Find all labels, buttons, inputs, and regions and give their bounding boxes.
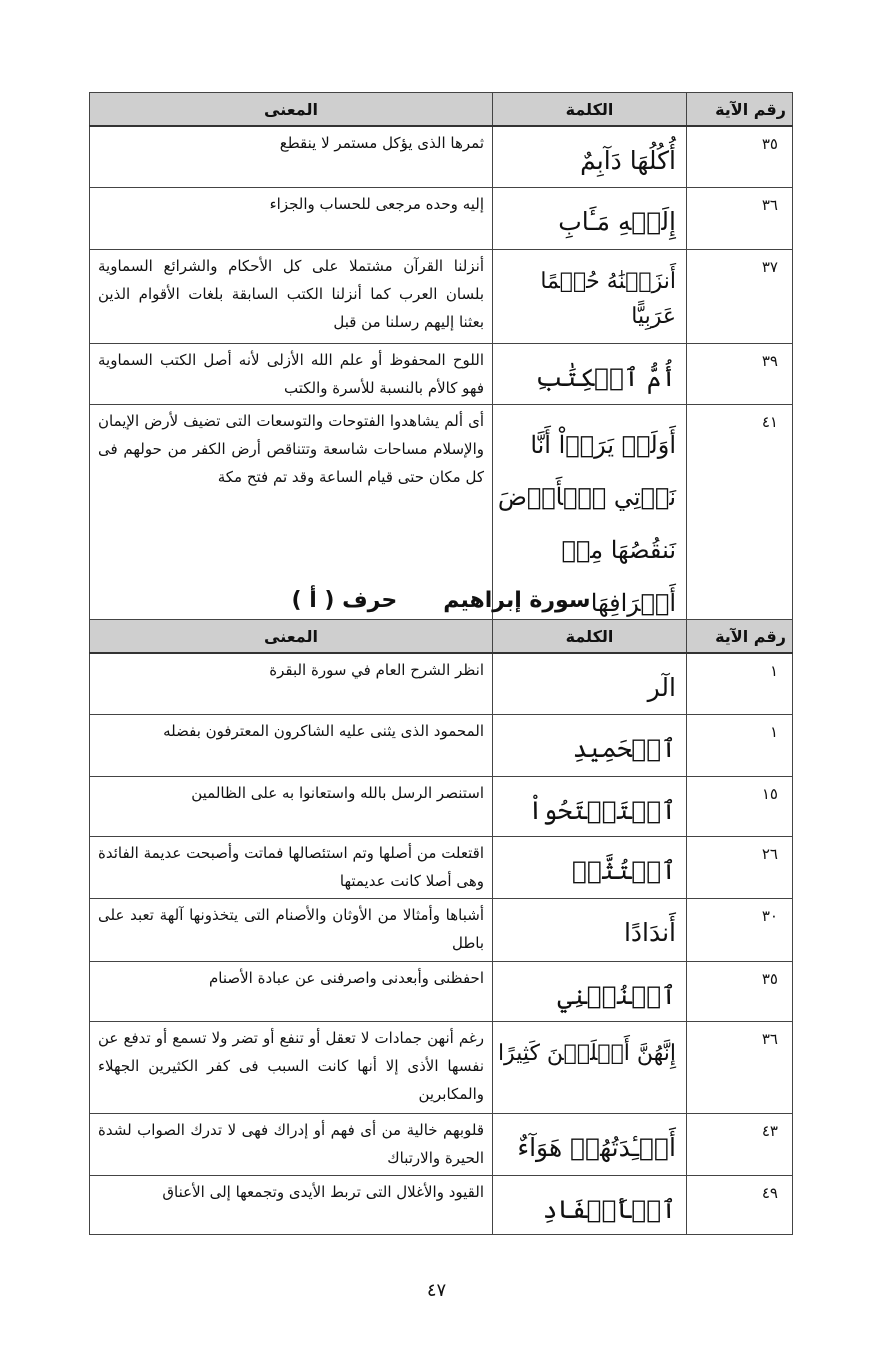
word-meaning: أى ألم يشاهدوا الفتوحات والتوسعات التى تضيف لأرض الإيمان والإسلام مساحات شاسعة وتتناقص أرض الكفر من حولهم فى كل مكان حتى قيام الساعة وقد تم فتح مكة — [90, 404, 493, 630]
quran-word: أَوَلَمۡ يَرَوۡاْ أَنَّا نَأۡتِي ٱلۡأَرۡضَ نَنقُصُهَا مِنۡ أَطۡرَافِهَا — [493, 404, 687, 630]
table-row — [90, 653, 793, 714]
letter-label: حرف ( أ ) — [291, 588, 398, 613]
verse-number: ٣٠ — [687, 898, 793, 961]
word-meaning: استنصر الرسل بالله واستعانوا به على الظالمين — [90, 776, 493, 836]
table-row — [90, 126, 793, 187]
header-word: الكلمة — [493, 620, 687, 654]
table-row — [90, 187, 793, 249]
quran-word: أَندَادًا — [493, 898, 687, 961]
quran-word: ٱلۡأَصۡفَادِ — [493, 1175, 687, 1234]
verse-number: ١ — [687, 714, 793, 776]
table-row — [90, 898, 793, 961]
quran-word: إِنَّهُنَّ أَضۡلَلۡنَ كَثِيرًا — [493, 1021, 687, 1113]
word-meaning: إليه وحده مرجعى للحساب والجزاء — [90, 187, 493, 249]
word-meaning: احفظنى وأبعدنى واصرفنى عن عبادة الأصنام — [90, 961, 493, 1021]
quran-word: ٱسۡتَفۡتَحُواْ — [493, 776, 687, 836]
verse-number: ٢٦ — [687, 836, 793, 898]
word-meaning: القيود والأغلال التى تربط الأيدى وتجمعها إلى الأعناق — [90, 1175, 493, 1234]
table-row — [90, 776, 793, 836]
table-row — [90, 1175, 793, 1234]
word-meaning: قلوبهم خالية من أى فهم أو إدراك فهى لا تدرك الصواب لشدة الحيرة والارتباك — [90, 1113, 493, 1175]
word-meaning: ثمرها الذى يؤكل مستمر لا ينقطع — [90, 126, 493, 187]
verse-number: ٤٣ — [687, 1113, 793, 1175]
word-meaning: انظر الشرح العام في سورة البقرة — [90, 653, 493, 714]
header-meaning: المعنى — [90, 93, 493, 127]
glossary-table-1 — [89, 92, 793, 631]
word-meaning: أشباها وأمثالا من الأوثان والأصنام التى يتخذونها آلهة تعبد على باطل — [90, 898, 493, 961]
quran-word: ٱلۡحَمِيدِ — [493, 714, 687, 776]
verse-number: ٣٥ — [687, 126, 793, 187]
verse-number: ١٥ — [687, 776, 793, 836]
header-verse-number: رقم الآية — [687, 93, 793, 127]
word-meaning: اللوح المحفوظ أو علم الله الأزلى لأنه أصل الكتب السماوية فهو كالأم بالنسبة للأسرة والكتب — [90, 343, 493, 404]
quran-word: أُمُّ ٱلۡكِتَٰبِ — [493, 343, 687, 404]
quran-word: أُكُلُهَا دَآبِمٌ — [493, 126, 687, 187]
table-row — [90, 714, 793, 776]
quran-word: أَنزَلۡنَٰهُ حُكۡمًا عَرَبِيًّا — [493, 249, 687, 343]
quran-word: أَفۡـِٔدَتُهُمۡ هَوَآءٌ — [493, 1113, 687, 1175]
verse-number: ٤١ — [687, 404, 793, 630]
word-meaning: اقتعلت من أصلها وتم استئصالها فماتت وأصبحت عديمة الفائدة وهى أصلا كانت عديمتها — [90, 836, 493, 898]
table-header — [90, 93, 793, 127]
verse-number: ٣٥ — [687, 961, 793, 1021]
header-verse-number: رقم الآية — [687, 620, 793, 654]
verse-number: ٣٦ — [687, 1021, 793, 1113]
verse-number: ٤٩ — [687, 1175, 793, 1234]
verse-number: ٣٧ — [687, 249, 793, 343]
page-number: ٤٧ — [426, 1280, 447, 1301]
table-row — [90, 961, 793, 1021]
word-meaning: رغم أنهن جمادات لا تعقل أو تنفع أو تضر ولا تسمع أو تدفع عن نفسها الأذى إلا أنها كانت السبب فى كفر الكثيرين الجهلاء والمكابرين — [90, 1021, 493, 1113]
quran-word: الٓر — [493, 653, 687, 714]
verse-number: ١ — [687, 653, 793, 714]
section-heading — [89, 583, 793, 619]
word-meaning: أنزلنا القرآن مشتملا على كل الأحكام والشرائع السماوية بلسان العرب كما أنزلنا الكتب السابقة بلغات الأقوام الذين بعثنا إليهم رسلنا من قبل — [90, 249, 493, 343]
glossary-table-2 — [89, 619, 793, 1235]
table-row — [90, 249, 793, 343]
header-meaning: المعنى — [90, 620, 493, 654]
table-header — [90, 620, 793, 654]
table-row — [90, 1021, 793, 1113]
quran-word: ٱجۡتُثَّتۡ — [493, 836, 687, 898]
table-row — [90, 1113, 793, 1175]
word-meaning: المحمود الذى يثنى عليه الشاكرون المعترفون بفضله — [90, 714, 493, 776]
verse-number: ٣٩ — [687, 343, 793, 404]
surah-name: سورة إبراهيم — [443, 588, 591, 613]
quran-word: إِلَيۡهِ مَـَٔابِ — [493, 187, 687, 249]
header-word: الكلمة — [493, 93, 687, 127]
quran-word: ٱجۡنُبۡنِي — [493, 961, 687, 1021]
verse-number: ٣٦ — [687, 187, 793, 249]
table-row — [90, 343, 793, 404]
table-row — [90, 836, 793, 898]
